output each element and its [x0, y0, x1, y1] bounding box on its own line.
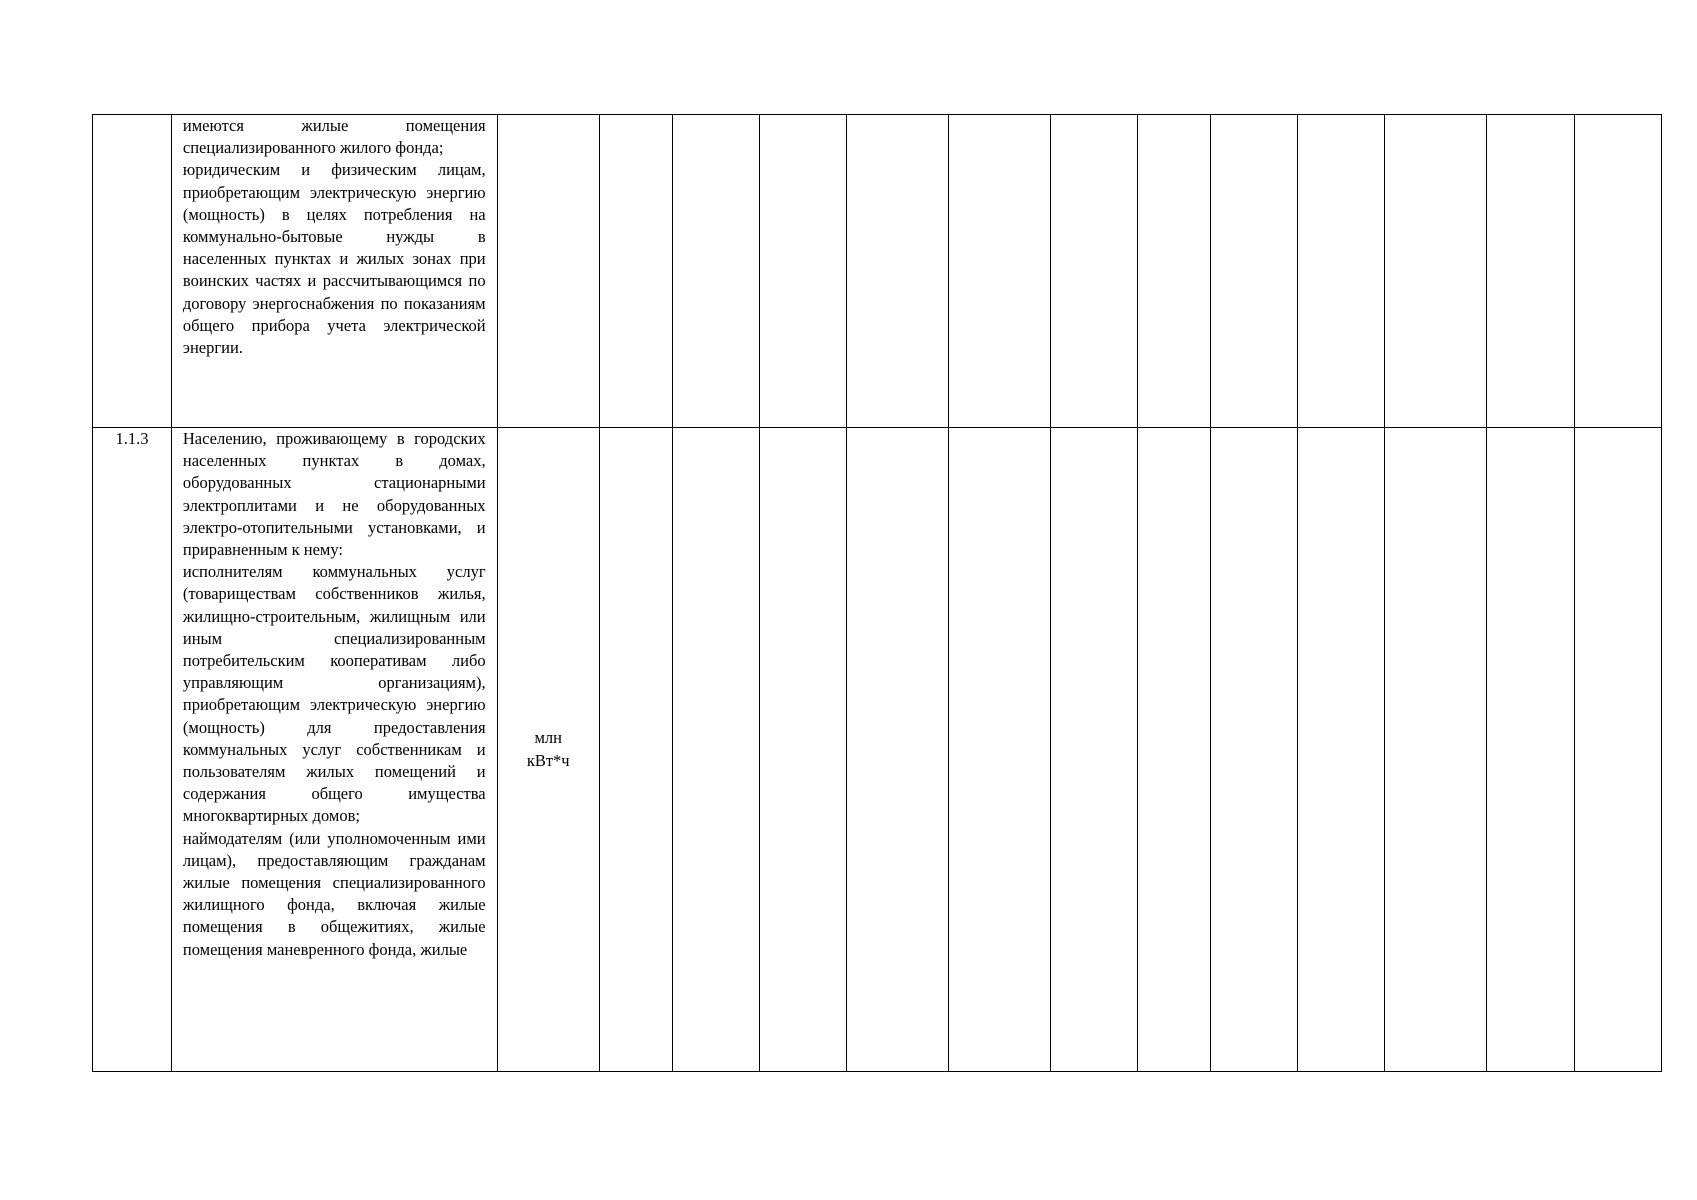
value-cell: [1574, 428, 1661, 1072]
description-paragraph: юридическим и физическим лицам, приобретающим электрическую энергию (мощность) в целях потребления на коммунально-бытовые нужды в населенных пунктах и жилых зонах при воинских частях и рассчитывающимся по договору энергоснабжения по показаниям общего прибора учета электрической энергии.: [182, 160, 486, 358]
row-number-cell: [93, 115, 172, 428]
unit-cell: [497, 428, 599, 1072]
value-cell: [1050, 428, 1137, 1072]
value-cell: [759, 115, 846, 428]
value-cell: [1486, 115, 1574, 428]
value-cell: [1574, 115, 1661, 428]
description-paragraph: Населению, проживающему в городских населенных пунктах в домах, оборудованных стационарными электроплитами и не оборудованных электро-отопительными установками, и приравненным к нему:: [182, 429, 486, 560]
value-cell: [948, 115, 1050, 428]
value-cell: [846, 115, 948, 428]
description-paragraph: имеются жилые помещения специализированного жилого фонда;: [182, 116, 486, 158]
table-row: [93, 115, 1662, 428]
value-cell: [1384, 115, 1486, 428]
tariff-table: [92, 114, 1662, 1072]
value-cell: [1297, 428, 1384, 1072]
table-row: [93, 428, 1662, 1072]
row-description-cell: [171, 428, 497, 1072]
value-cell: [1210, 428, 1297, 1072]
value-cell: [1297, 115, 1384, 428]
unit-line: кВт*ч: [526, 750, 570, 770]
value-cell: [759, 428, 846, 1072]
description-paragraph: исполнителям коммунальных услуг (товариществам собственников жилья, жилищно-строительным, жилищным или иным специализированным потребительским кооперативам либо управляющим организациям), приобретающим электрическую энергию (мощность) для предоставления коммунальных услуг собственникам и пользователям жилых помещений и содержания общего имущества многоквартирных домов;: [182, 562, 486, 826]
value-cell: [1384, 428, 1486, 1072]
value-cell: [672, 115, 759, 428]
row-number-cell: 1.1.3: [93, 428, 172, 1072]
unit-line: млн: [534, 728, 562, 748]
value-cell: [846, 428, 948, 1072]
value-cell: [1210, 115, 1297, 428]
unit-cell: [497, 115, 599, 428]
value-cell: [1137, 428, 1210, 1072]
value-cell: [599, 428, 672, 1072]
description-paragraph: наймодателям (или уполномоченным ими лицам), предоставляющим гражданам жилые помещения специализированного жилищного фонда, включая жилые помещения в общежитиях, жилые помещения маневренного фонда, жилые: [182, 828, 486, 959]
row-description-cell: [171, 115, 497, 428]
value-cell: [599, 115, 672, 428]
value-cell: [1486, 428, 1574, 1072]
value-cell: [672, 428, 759, 1072]
value-cell: [1050, 115, 1137, 428]
value-cell: [948, 428, 1050, 1072]
value-cell: [1137, 115, 1210, 428]
